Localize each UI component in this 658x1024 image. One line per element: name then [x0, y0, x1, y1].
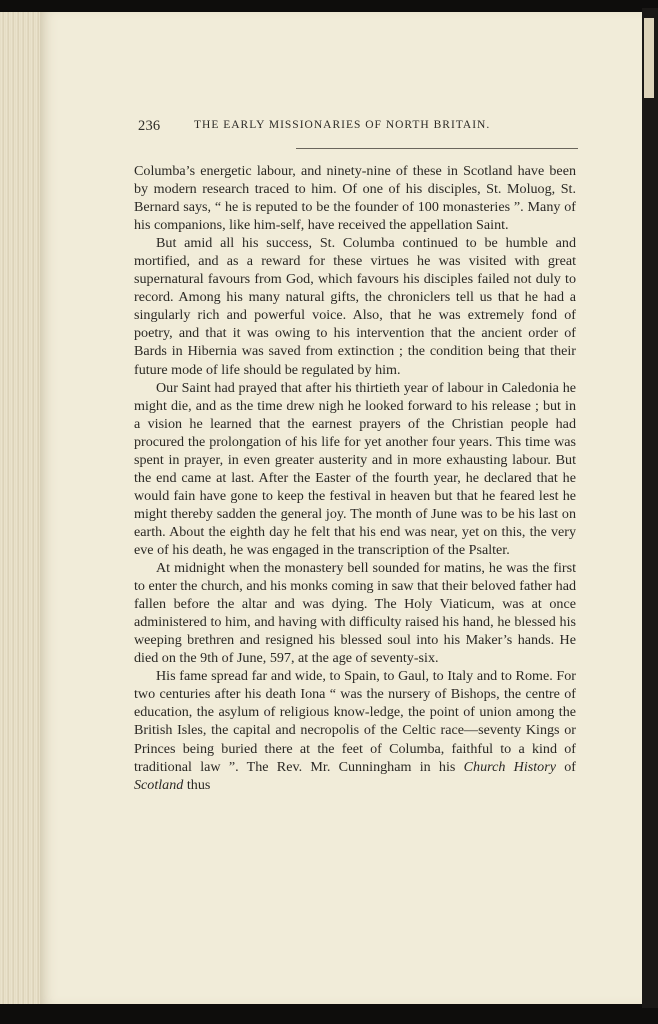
paragraph: But amid all his success, St. Columba continued to be humble and mortified, and as a reward for these virtues he was visited with great supernatural favours from God, which favours his disciples failed not duly to record. Among his many natural gifts, the chroniclers tell us that he had a singularly rich and powerful voice. Also, that he was extremely fond of poetry, and that it was owing to his intervention that the ancient order of Bards in Hibernia was saved from extinction ; the condition being that their future mode of life should be regulated by him. [134, 235, 576, 378]
running-head: THE EARLY MISSIONARIES OF NORTH BRITAIN. [194, 119, 491, 131]
page-number: 236 [138, 118, 161, 134]
body-text [134, 162, 576, 794]
paragraph: Our Saint had prayed that after his thirtieth year of labour in Caledonia he might die, and as the time drew nigh he looked forward to his release ; but in a vision he learned that the earnest prayers of the Christian people had procured the prolongation of his life for yet another four years. This time was spent in prayer, in even greater austerity and in more exhausting labour. But the end came at last. After the Easter of the fourth year, he declared that he would fain have gone to keep the festival in heaven but that he feared lest he might thereby sadden the general joy. The month of June was to be his last on earth. About the eighth day he felt that his end was near, yet on this, the very eve of his death, he was engaged in the transcription of the Psalter. [134, 379, 576, 558]
italic-title: Church History [463, 758, 556, 775]
paragraph: His fame spread far and wide, to Spain, to Gaul, to Italy and to Rome. For two centuries after his death Iona “ was the nursery of Bishops, the centre of education, the asylum of religious know-ledge, the point of union among the British Isles, the capital and necropolis of the Celtic race—seventy Kings or Princes being buried there at the feet of Columba, faithful to a kind of traditional law ”. The Rev. Mr. Cunningham in his Church History of Scotland thus [134, 668, 576, 793]
header-rule [296, 148, 578, 149]
paragraph: At midnight when the monastery bell sounded for matins, he was the first to enter the church, and his monks coming in saw that their beloved father had fallen before the altar and was dying. The Holy Viaticum, was at once administered to him, and having with difficulty raised his hand, he blessed his weeping brethren and resigned his blessed soul into his Maker’s hands. He died on the 9th of June, 597, at the age of seventy-six. [134, 560, 576, 667]
page-edges [0, 12, 43, 1004]
paragraph: Columba’s energetic labour, and ninety-nine of these in Scotland have been by modern research traced to him. Of one of his disciples, St. Moluog, St. Bernard says, “ he is reputed to be the founder of 100 monasteries ”. Many of his companions, like him-self, have received the appellation Saint. [134, 163, 576, 234]
facing-page-edge [642, 8, 658, 1008]
italic-title: Scotland [134, 776, 184, 793]
facing-page-sliver [644, 18, 654, 98]
